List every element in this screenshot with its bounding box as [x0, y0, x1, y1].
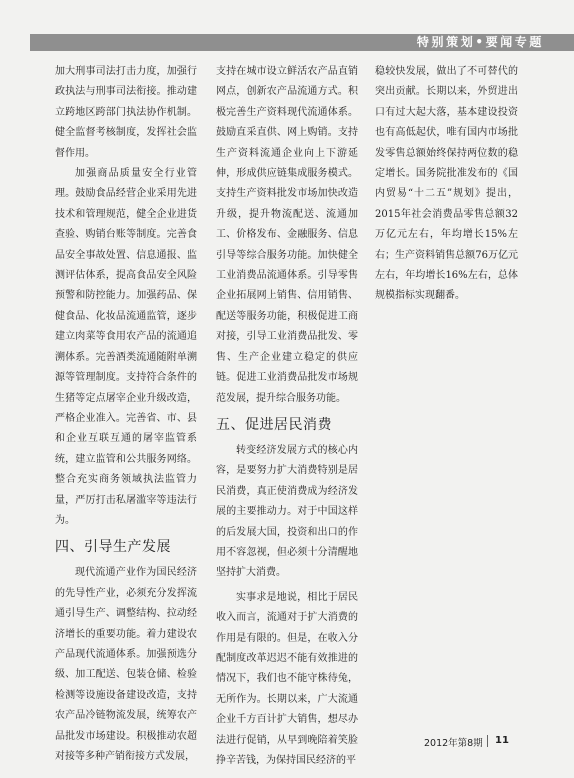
paragraph: 加强商品质量安全行业管理。鼓励食品经营企业采用先进技术和管理规范，健全企业进货查验、购销台账等制度。完善食品安全事故处置、信息通报、监测评估体系，提高食品安全风险预警和防控能力。加强药品、保健食品、化妆品流通监管，逐步建立肉菜等食用农产品的流通追溯体系。完善酒类流通随附单溯源等管理制度。支持符合条件的生猪等定点屠宰企业升级改造，严格企业准入。完善省、市、县和企业互联互通的屠宰监管系统，建立监管和公共服务网络。整合充实商务领域执法监管力量，严厉打击私屠滥宰等违法行为。 — [55, 168, 197, 526]
issue-label: 2012年第8期 — [424, 738, 483, 749]
paragraph: 现代流通产业作为国民经济的先导性产业，必须充分发挥流通引导生产、调整结构、拉动经济增长的重要功能。着力建设农产品现代流通体系。加强预选分级、加工配送、包装仓储、检验检测等设施设备建设改造，支持农产品冷链物流发展，统筹农产品批发市场建设。积极推动农超对接等多种产销衔接方式发展， — [55, 567, 197, 762]
page-number: 11 — [495, 735, 509, 746]
paragraph: 稳较快发展，做出了不可替代的突出贡献。长期以来，外贸进出口有过大起大落，基本建设投资也有高低起伏，唯有国内市场批发零售总额始终保持两位数的稳定增长。国务院批准发布的《国内贸易“十二五”规划》提出，2015年社会消费品零售总额32万亿元左右，年均增长15%左右；生产资料销售总额76万亿元左右，年均增长16%左右，总体规模指标实现翻番。 — [375, 66, 518, 302]
paragraph: 转变经济发展方式的核心内容，是要努力扩大消费特别是居民消费，真正使消费成为经济发展的主要推动力。对于中国这样的后发展大国，投资和出口的作用不容忽视，但必须十分清醒地坚持扩大消费。 — [216, 444, 358, 579]
paragraph: 支持在城市设立鲜活农产品直销网点，创新农产品流通方式。积极完善生产资料现代流通体系。鼓励直采直供、网上购销。支持生产资料流通企业向上下游延伸，形成供应链集成服务模式。支持生产资料批发市场加快改造升级，提升物流配送、流通加工、价格发布、金融服务、信息引导等综合服务功能。加快健全工业消费品流通体系。引导零售企业拓展网上销售、信用销售、配送等服务功能，积极促进工商对接，引导工业消费品批发、零售、生产企业建立稳定的供应链。促进工业消费品批发市场规范发展，提升综合服务功能。 — [216, 66, 358, 404]
section-title: 特别策划•要闻专题 — [416, 35, 544, 49]
paragraph: 加大刑事司法打击力度，加强行政执法与刑事司法衔接。推动建立跨地区跨部门执法协作机制。健全监督考核制度，发挥社会监督作用。 — [55, 66, 197, 159]
text-column-3 — [375, 62, 518, 307]
section-heading-4: 四、引导生产发展 — [55, 539, 171, 556]
footer-divider — [487, 735, 488, 747]
section-heading-5: 五、促进居民消费 — [216, 416, 332, 433]
text-column-2 — [216, 62, 358, 771]
text-column-1 — [55, 62, 197, 767]
paragraph: 实事求是地说，相比于居民收入而言，流通对于扩大消费的作用是有限的。但是，在收入分配制度改革迟迟不能有效推进的情况下，我们也不能守株待兔，无所作为。长期以来，广大流通企业千方百计扩大销售，想尽办法进行促销，从早到晚陪着笑脸挣辛苦钱，为保持国民经济的平 — [216, 591, 358, 766]
